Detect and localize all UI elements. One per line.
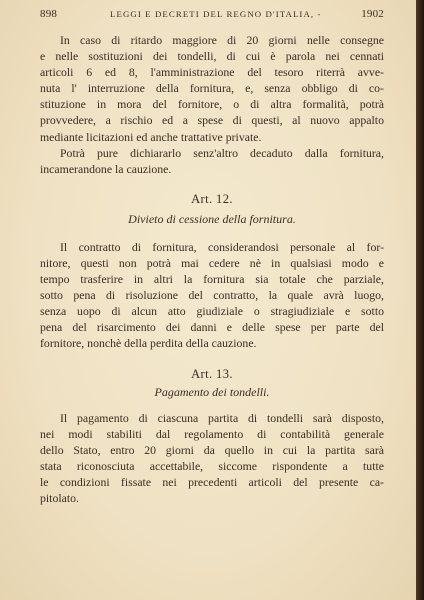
text-line: Il contratto di fornitura, considerandosi personale al for-: [60, 239, 384, 254]
text-line: nitore, questi non potrà mai cedere nè in qualsiasi modo e: [40, 255, 384, 270]
text-line: incamerandone la cauzione.: [40, 161, 172, 176]
text-line: fornitore, nonchè della perdita della cauzione.: [40, 336, 257, 351]
running-header: [40, 8, 390, 24]
article-12-subtitle: Divieto di cessione della fornitura.: [128, 211, 296, 226]
text-line: le condizioni fissate nei precedenti articoli del presente ca-: [40, 474, 384, 489]
text-line: mediante licitazioni ed anche trattative private.: [40, 129, 262, 144]
text-line: nei modi stabiliti dal regolamento di contabilità generale: [40, 426, 384, 441]
spacer: [40, 400, 384, 410]
text-line: pitolato.: [40, 490, 79, 505]
running-title: LEGGI E DECRETI DEL REGNO D'ITALIA, -: [110, 9, 322, 19]
text-line: articoli 6 ed 8, l'amministrazione del tesoro riterrà avve-: [40, 65, 384, 80]
text-line: stituzione in mora del fornitore, o di altra formalità, potrà: [40, 97, 384, 112]
page-body: [40, 32, 384, 506]
text-line: pena del risarcimento dei danni e delle spese per parte del: [40, 320, 384, 335]
paragraph-delay-penalty: [40, 32, 384, 145]
spacer: [40, 177, 384, 191]
text-line: Potrà pure dichiararlo senz'altro decaduto dalla fornitura,: [60, 145, 384, 160]
text-line: stata riconosciuta accettabile, siccome rispondente a tutte: [40, 458, 384, 473]
page-edge-shadow: [416, 0, 424, 600]
text-line: senza uopo di alcun atto giudiziale o stragiudiziale e sotto: [40, 304, 384, 319]
text-line: provvedere, a rischio ed a spese di questi, al nuovo appalto: [40, 113, 384, 128]
article-12-title: Art. 12.: [191, 191, 233, 206]
text-line: tempo trasferire in altri la fornitura sia totale che parziale,: [40, 272, 384, 287]
article-13-text: [40, 410, 384, 507]
page-number: 898: [40, 8, 58, 20]
spacer: [40, 227, 384, 239]
paragraph-forfeiture: [40, 145, 384, 177]
text-line: Il pagamento di ciascuna partita di tondelli sarà disposto,: [60, 410, 384, 425]
article-12-text: [40, 239, 384, 352]
text-line: In caso di ritardo maggiore di 20 giorni nelle consegne: [60, 33, 384, 47]
text-line: dello Stato, entro 20 giorni da quello in cui la partita sarà: [40, 442, 384, 457]
spacer: [40, 352, 384, 366]
header-year: 1902: [361, 8, 384, 20]
article-13-title: Art. 13.: [191, 366, 233, 381]
article-13-subtitle: Pagamento dei tondelli.: [154, 384, 270, 399]
text-line: e nelle sostituzioni dei tondelli, di cui è parola nei cennati: [40, 49, 384, 64]
text-line: nuta l' interruzione della fornitura, e, senza obbligo di co-: [40, 81, 384, 96]
text-line: sotto pena di risoluzione del contratto, la quale avrà luogo,: [40, 288, 384, 303]
